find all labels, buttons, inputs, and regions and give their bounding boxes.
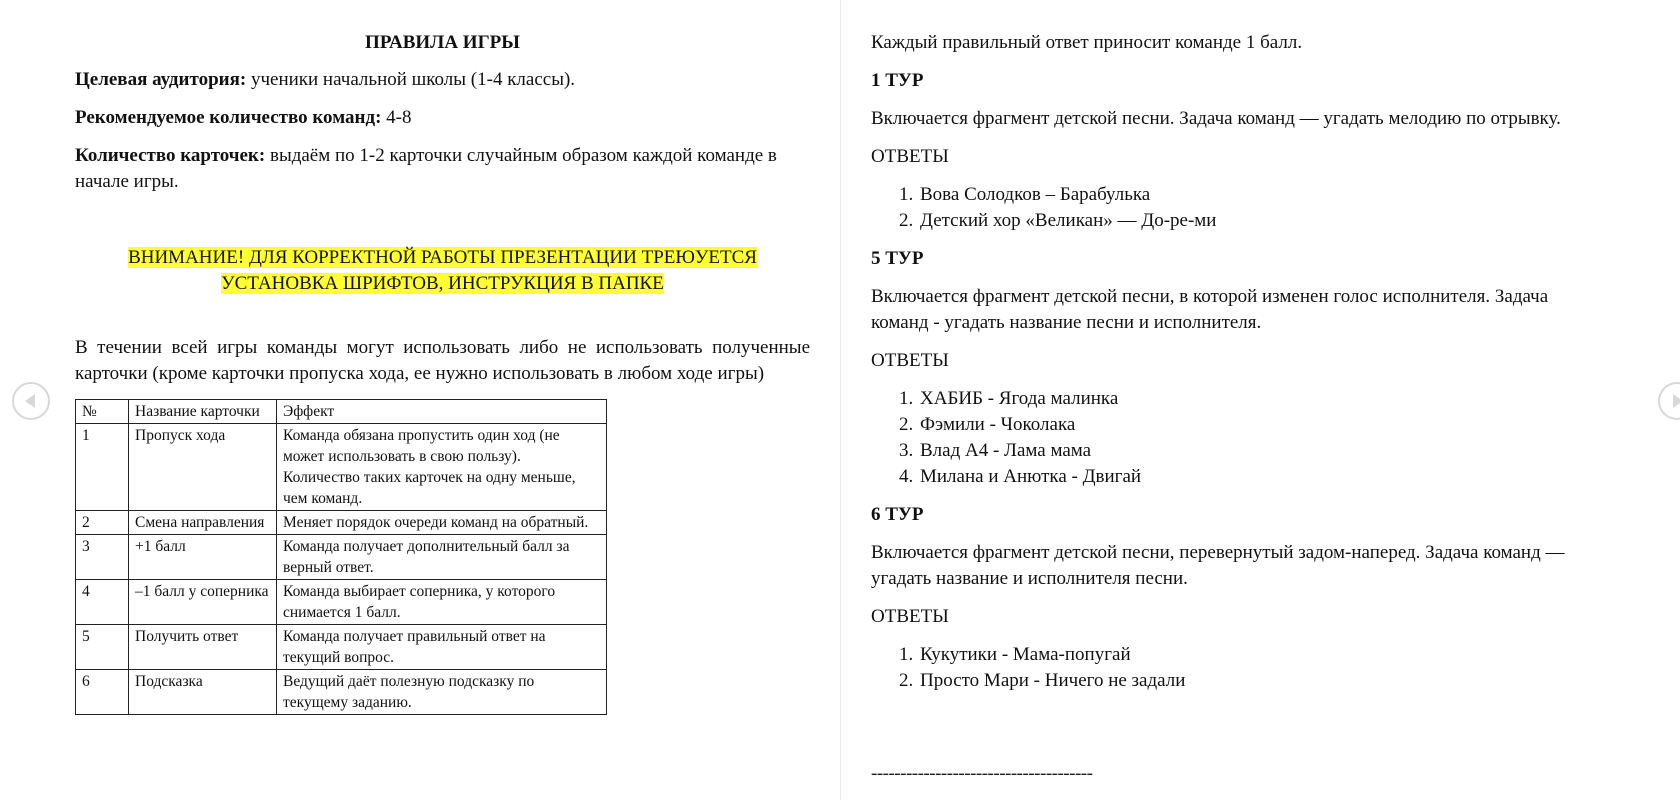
right-page xyxy=(842,0,1680,800)
warning-block xyxy=(75,245,810,297)
cards-table xyxy=(75,399,607,715)
table-cell-name: Получить ответ xyxy=(129,625,277,670)
answers-list xyxy=(871,386,1571,490)
table-row xyxy=(76,670,607,715)
table-cell-number: 4 xyxy=(76,580,129,625)
chevron-left-icon xyxy=(14,384,48,418)
list-item: 2. Фэмили - Чоколака xyxy=(918,412,1571,438)
round-description: Включается фрагмент детской песни. Задача команд — угадать мелодию по отрывку. xyxy=(871,108,1561,129)
table-cell-number: 2 xyxy=(76,511,129,535)
table-header-number: № xyxy=(76,400,129,424)
teams-label: Рекомендуемое количество команд: xyxy=(75,107,382,128)
table-row xyxy=(76,535,607,580)
round-description: Включается фрагмент детской песни, перевернутый задом-наперед. Задача команд — угадать название и исполнителя песни. xyxy=(871,542,1565,589)
answers-label: ОТВЕТЫ xyxy=(871,606,949,627)
table-header-effect: Эффект xyxy=(277,400,607,424)
table-cell-name: Подсказка xyxy=(129,670,277,715)
list-item: 1. ХАБИБ - Ягода малинка xyxy=(918,386,1571,412)
list-item: 3. Влад А4 - Лама мама xyxy=(918,438,1571,464)
warning-text: ВНИМАНИЕ! ДЛЯ КОРРЕКТНОЙ РАБОТЫ ПРЕЗЕНТАЦИИ ТРЕЮУЕТСЯ УСТАНОВКА ШРИФТОВ, ИНСТРУКЦИЯ В ПАПКЕ xyxy=(128,247,757,294)
table-row xyxy=(76,424,607,511)
table-cell-number: 1 xyxy=(76,424,129,511)
teams-value: 4-8 xyxy=(381,107,412,128)
audience-label: Целевая аудитория: xyxy=(75,69,247,90)
cards-label: Количество карточек: xyxy=(75,145,266,166)
answers-list xyxy=(871,642,1571,694)
table-cell-number: 5 xyxy=(76,625,129,670)
table-cell-effect: Меняет порядок очереди команд на обратный. xyxy=(277,511,607,535)
answers-label: ОТВЕТЫ xyxy=(871,350,949,371)
round-heading: 6 ТУР xyxy=(871,504,924,525)
cards-line xyxy=(75,143,810,195)
table-cell-effect: Команда получает правильный ответ на текущий вопрос. xyxy=(277,625,607,670)
table-header-name: Название карточки xyxy=(129,400,277,424)
table-row xyxy=(76,580,607,625)
round-section-6 xyxy=(871,502,1571,694)
table-row xyxy=(76,625,607,670)
table-cell-number: 3 xyxy=(76,535,129,580)
cards-value: выдаём по 1-2 карточки случайным образом каждой команде в начале игры. xyxy=(75,145,777,192)
separator-line: -------------------------------------- xyxy=(871,763,1093,784)
chevron-right-icon xyxy=(1660,384,1680,418)
page-title: ПРАВИЛА ИГРЫ xyxy=(365,32,520,53)
answers-label: ОТВЕТЫ xyxy=(871,146,949,167)
table-cell-name: +1 балл xyxy=(129,535,277,580)
round-description: Включается фрагмент детской песни, в которой изменен голос исполнителя. Задача команд - угадать название песни и исполнителя. xyxy=(871,286,1549,333)
table-cell-effect: Команда выбирает соперника, у которого снимается 1 балл. xyxy=(277,580,607,625)
previous-page-button[interactable] xyxy=(12,382,50,420)
round-section-5 xyxy=(871,246,1571,490)
list-item: 2. Детский хор «Великан» — До-ре-ми xyxy=(918,208,1571,234)
next-page-button[interactable] xyxy=(1658,382,1680,420)
table-header-row xyxy=(76,400,607,424)
table-row xyxy=(76,511,607,535)
left-page-content xyxy=(75,30,810,715)
audience-value: ученики начальной школы (1-4 классы). xyxy=(246,69,576,90)
list-item: 1. Кукутики - Мама-попугай xyxy=(918,642,1571,668)
round-heading: 1 ТУР xyxy=(871,70,924,91)
round-section-1 xyxy=(871,68,1571,234)
intro-text: Каждый правильный ответ приносит команде 1 балл. xyxy=(871,32,1303,53)
teams-line xyxy=(75,105,810,131)
table-cell-name: –1 балл у соперника xyxy=(129,580,277,625)
table-cell-effect: Команда получает дополнительный балл за верный ответ. xyxy=(277,535,607,580)
usage-paragraph: В течении всей игры команды могут использовать либо не использовать полученные карточки (кроме карточки пропуска хода, ее нужно использовать в любом ходе игры) xyxy=(75,337,810,384)
audience-line xyxy=(75,67,810,93)
list-item: 1. Вова Солодков – Барабулька xyxy=(918,182,1571,208)
list-item: 2. Просто Мари - Ничего не задали xyxy=(918,668,1571,694)
table-cell-effect: Ведущий даёт полезную подсказку по текущему заданию. xyxy=(277,670,607,715)
answers-list xyxy=(871,182,1571,234)
list-item: 4. Милана и Анютка - Двигай xyxy=(918,464,1571,490)
table-cell-name: Смена направления xyxy=(129,511,277,535)
table-cell-number: 6 xyxy=(76,670,129,715)
table-cell-effect: Команда обязана пропустить один ход (не может использовать в свою пользу). Количество таких карточек на одну меньше, чем команд. xyxy=(277,424,607,511)
table-cell-name: Пропуск хода xyxy=(129,424,277,511)
right-page-content xyxy=(871,30,1571,706)
page-divider xyxy=(840,0,841,800)
round-heading: 5 ТУР xyxy=(871,248,924,269)
